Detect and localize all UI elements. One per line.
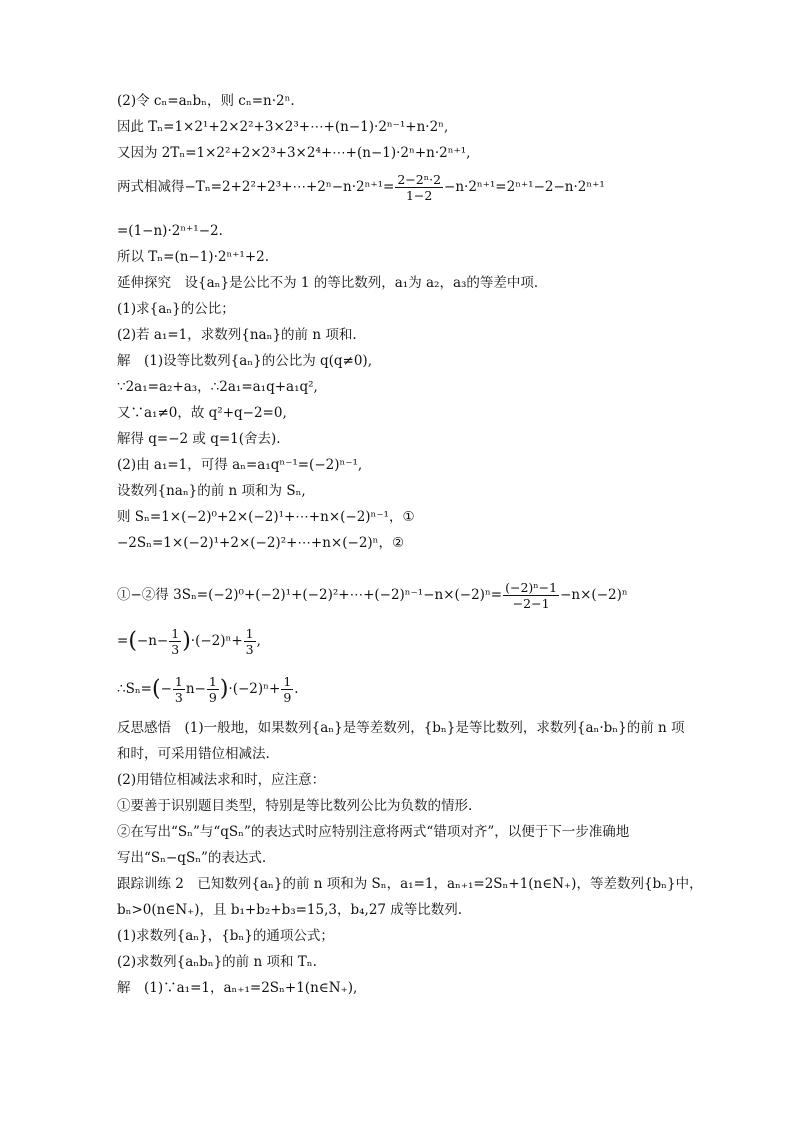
text-line: (2)若 a₁=1，求数列{naₙ}的前 n 项和. bbox=[117, 327, 357, 343]
text-line: 则 Sₙ=1×(−2)⁰+2×(−2)¹+⋯+n×(−2)ⁿ⁻¹，① bbox=[117, 509, 415, 525]
text-line: (2)由 a₁=1，可得 aₙ=a₁qⁿ⁻¹=(−2)ⁿ⁻¹, bbox=[117, 457, 363, 473]
text-line: =(1−n)·2ⁿ⁺¹−2. bbox=[117, 223, 223, 239]
equation-text: −n×(−2)ⁿ bbox=[560, 587, 628, 603]
fraction-denominator: 1−2 bbox=[405, 188, 433, 203]
text-line: ②在写出“Sₙ”与“qSₙ”的表达式时应特别注意将两式“错项对齐”，以便于下一步准确地 bbox=[117, 824, 630, 840]
text-line: ①要善于识别题目类型，特别是等比数列公比为负数的情形. bbox=[117, 798, 473, 814]
fraction-denominator: −2−1 bbox=[512, 596, 550, 611]
text-line: 解得 q=−2 或 q=1(舍去). bbox=[117, 431, 281, 447]
section-heading-extension: 延伸探究 设{aₙ}是公比不为 1 的等比数列，a₁为 a₂，a₃的等差中项． bbox=[117, 275, 548, 291]
text-line: bₙ>0(n∈N₊)，且 b₁+b₂+b₃=15,3，b₄,27 成等比数列. bbox=[117, 902, 463, 918]
text-line: (1)求{aₙ}的公比； bbox=[117, 301, 235, 317]
equation-line bbox=[117, 580, 628, 611]
text-line: 因此 Tₙ=1×2¹+2×2²+3×2³+⋯+(n−1)·2ⁿ⁻¹+n·2ⁿ, bbox=[117, 119, 449, 135]
text-line: 又因为 2Tₙ=1×2²+2×2³+3×2⁴+⋯+(n−1)·2ⁿ+n·2ⁿ⁺¹, bbox=[117, 145, 471, 161]
section-heading-training: 跟踪训练 2 已知数列{aₙ}的前 n 项和为 Sₙ，a₁=1，aₙ₊₁=2Sₙ+1(n∈N₊)，等差数列{bₙ}中， bbox=[117, 876, 703, 892]
text-line: (2)求数列{aₙbₙ}的前 n 项和 Tₙ. bbox=[117, 954, 317, 970]
text-line: (2)用错位相减法求和时，应注意： bbox=[117, 772, 326, 788]
equation-text: −n·2ⁿ⁺¹=2ⁿ⁺¹−2−n·2ⁿ⁺¹ bbox=[444, 179, 605, 195]
fraction bbox=[169, 626, 181, 657]
text-line: −2Sₙ=1×(−2)¹+2×(−2)²+⋯+n×(−2)ⁿ，② bbox=[117, 535, 405, 551]
fraction-numerator: 1 bbox=[174, 674, 183, 689]
equation-text: . bbox=[294, 681, 299, 697]
right-paren: ) bbox=[219, 676, 229, 702]
fraction-denominator: 3 bbox=[245, 642, 254, 657]
equation-text: − bbox=[160, 681, 172, 697]
fraction-denominator: 3 bbox=[171, 642, 180, 657]
equation-line bbox=[117, 626, 261, 657]
fraction-denominator: 9 bbox=[208, 690, 217, 705]
equation-text: = bbox=[117, 633, 129, 649]
text-line: ∵2a₁=a₂+a₃，∴2a₁=a₁q+a₁q², bbox=[117, 379, 318, 395]
solution-line: 解 (1)设等比数列{aₙ}的公比为 q(q≠0), bbox=[117, 353, 372, 369]
fraction-numerator: 1 bbox=[283, 674, 292, 689]
fraction bbox=[281, 674, 293, 705]
equation-text: ·(−2)ⁿ+ bbox=[228, 681, 281, 697]
text-line: (1)求数列{aₙ}，{bₙ}的通项公式； bbox=[117, 928, 334, 944]
solution-line: 解 (1)∵a₁=1，aₙ₊₁=2Sₙ+1(n∈N₊), bbox=[117, 980, 358, 996]
fraction-numerator: 1 bbox=[208, 674, 217, 689]
equation-text: ①−②得 3Sₙ=(−2)⁰+(−2)¹+(−2)²+⋯+(−2)ⁿ⁻¹−n×(−2)ⁿ= bbox=[117, 587, 503, 603]
left-paren: ( bbox=[152, 676, 161, 702]
text-line: (2)令 cₙ=aₙbₙ，则 cₙ=n·2ⁿ. bbox=[117, 93, 295, 109]
section-heading-reflection: 反思感悟 (1)一般地，如果数列{aₙ}是等差数列，{bₙ}是等比数列，求数列{aₙ·bₙ}的前 n 项 bbox=[117, 720, 685, 736]
equation-text: 两式相减得−Tₙ=2+2²+2³+⋯+2ⁿ−n·2ⁿ⁺¹= bbox=[117, 179, 395, 195]
fraction bbox=[244, 626, 256, 657]
left-paren: ( bbox=[128, 628, 137, 654]
text-line: 和时，可采用错位相减法. bbox=[117, 746, 270, 762]
fraction bbox=[395, 172, 443, 203]
fraction-denominator: 3 bbox=[174, 690, 183, 705]
equation-text: ·(−2)ⁿ+ bbox=[190, 633, 243, 649]
text-line: 设数列{naₙ}的前 n 项和为 Sₙ, bbox=[117, 483, 306, 499]
fraction-denominator: 9 bbox=[283, 690, 292, 705]
text-line: 所以 Tₙ=(n−1)·2ⁿ⁺¹+2. bbox=[117, 249, 270, 265]
equation-line bbox=[117, 674, 299, 705]
fraction-numerator: 1 bbox=[245, 626, 254, 641]
equation-text: , bbox=[256, 633, 261, 649]
text-line: 又∵a₁≠0，故 q²+q−2=0, bbox=[117, 405, 287, 421]
equation-text: n− bbox=[185, 681, 206, 697]
equation-line bbox=[117, 172, 605, 203]
fraction-numerator: (−2)ⁿ−1 bbox=[505, 580, 558, 595]
fraction bbox=[207, 674, 219, 705]
fraction bbox=[503, 580, 559, 611]
right-paren: ) bbox=[182, 628, 191, 654]
text-line: 写出“Sₙ−qSₙ”的表达式. bbox=[117, 850, 267, 866]
equation-text: ∴Sₙ= bbox=[117, 681, 152, 697]
fraction-numerator: 1 bbox=[171, 626, 180, 641]
fraction-numerator: 2−2ⁿ·2 bbox=[397, 172, 442, 187]
equation-text: −n− bbox=[136, 633, 169, 649]
fraction bbox=[173, 674, 185, 705]
